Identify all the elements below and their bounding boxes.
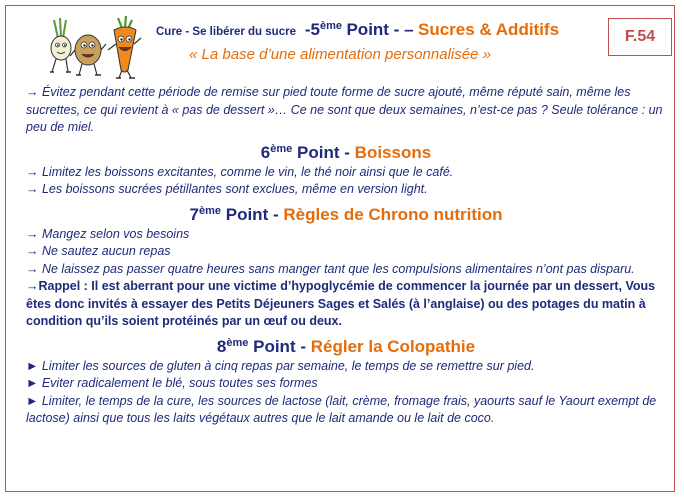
point-topic: Sucres & Additifs [417, 20, 560, 39]
intro-paragraph: → Évitez pendant cette période de remise sur pied toute forme de sucre ajouté, même réputé sain, même les sucrettes, ce qui revient à « pas de dessert »… Ce ne sont que deux semaines, n’est-ce pas ? Seule tolérance : un peu de miel. [26, 85, 663, 134]
point-number: -5 [304, 20, 320, 39]
section-ordinal-suffix: ème [270, 142, 293, 155]
list-item: ► Eviter radicalement le blé, sous toutes ses formes [26, 376, 318, 390]
section-title: Boissons [354, 142, 432, 162]
list-item: → Ne laissez pas passer quatre heures sans manger tant que les compulsions alimentaires n’ont pas disparu. [26, 261, 635, 276]
section-number: 8 [216, 336, 227, 356]
section-title: Règles de Chrono nutrition [283, 204, 503, 224]
cure-label: Cure - Se libérer du sucre [156, 26, 296, 38]
section-point-word: Point [253, 336, 296, 356]
document-body [26, 84, 666, 428]
page-reference-badge: F.54 [608, 18, 672, 56]
list-item: → Les boissons sucrées pétillantes sont exclues, même en version light. [26, 182, 428, 196]
section-heading-colopathie [26, 332, 666, 358]
list-item: ► Limiter les sources de gluten à cinq repas par semaine, le temps de se remettre sur pied. [26, 358, 535, 373]
list-item: → Limitez les boissons excitantes, comme le vin, le thé noir ainsi que le café. [26, 164, 454, 179]
section-number: 7 [189, 204, 199, 224]
list-item: ► Limiter, le temps de la cure, les sources de lactose (lait, crème, fromage frais, yaourts sauf le Yaourt exempt de lactose) ainsi que tous les laits végétaux autres que le lait amande ou le lait de coco. [26, 393, 657, 425]
point-ordinal-suffix: ème [319, 20, 343, 32]
onion-character-icon [50, 18, 71, 72]
list-item: → Mangez selon vos besoins [26, 226, 190, 241]
point-word: Point - – [346, 20, 414, 39]
list-item: → Ne sautez aucun repas [26, 244, 171, 258]
section-ordinal-suffix: ème [198, 204, 221, 217]
document-card [5, 5, 675, 492]
page-subtitle: « La base d’une alimentation personnalisée » [189, 46, 491, 63]
section-point-word: Point [225, 204, 269, 224]
section-number: 6 [260, 142, 271, 162]
section-dash: - [300, 336, 307, 356]
section-dash: - [344, 142, 350, 162]
section-ordinal-suffix: ème [226, 336, 249, 349]
section-point-word: Point [297, 142, 340, 162]
reminder-note: →Rappel : Il est aberrant pour une victime d’hypoglycémie de commencer la journée par un dessert, Vous êtes donc invités à essayer des Petits Déjeuners Sages et Salés (à l’anglaise) ou des potages du matin à condition qu’ils soient protéinés par un œuf ou deux. [26, 279, 656, 328]
section-dash: - [272, 204, 279, 224]
section-heading-boissons [26, 138, 666, 164]
section-title: Régler la Colopathie [310, 336, 476, 356]
header-title [156, 20, 559, 40]
section-heading-chrono-nutrition [26, 200, 666, 226]
